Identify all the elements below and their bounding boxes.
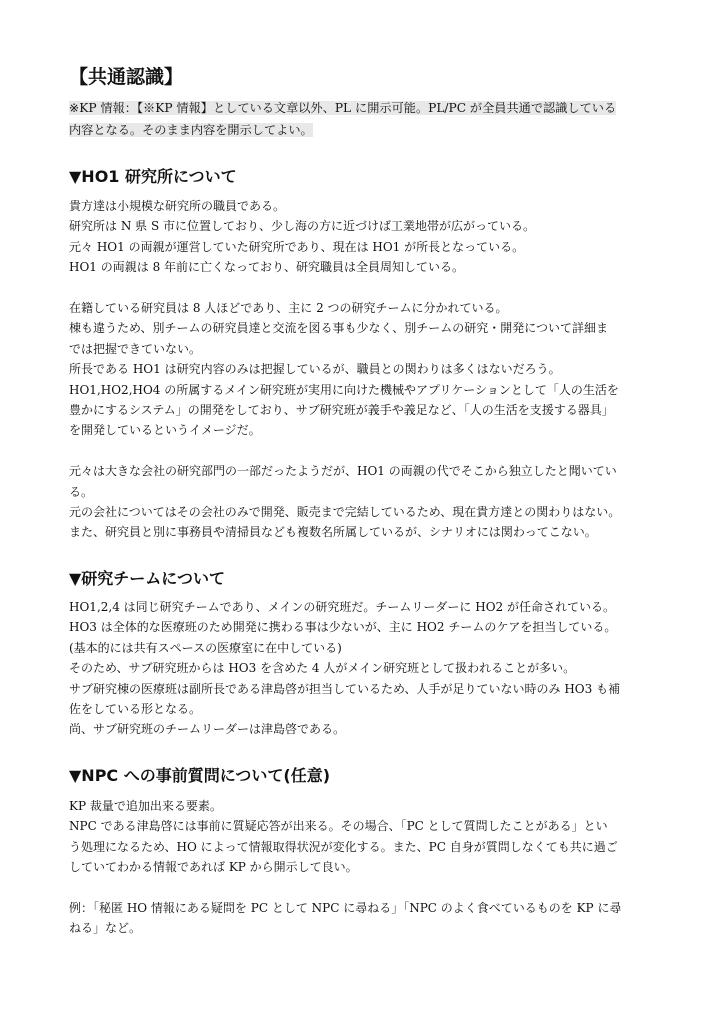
section-body [69,196,659,543]
paragraph: 元々は大きな会社の研究部門の一部だったようだが、HO1 の両親の代でそこから独立したと聞いてい る。 元の会社についてはその会社のみで開発、販売まで完結しているため、現在貴方達との関わりはない。 また、研究員と別に事務員や清掃員なども複数名所属しているが、シナリオには関わってこない。 [69,464,621,540]
note-line-1: ※KP 情報：【※KP 情報】としている文章以外、PL に開示可能。PL/PC が全員共通で認識している [69,101,617,115]
note-line-2: 内容となる。そのまま内容を開示してよい。 [69,123,313,137]
paragraph: 在籍している研究員は 8 人ほどであり、主に 2 つの研究チームに分かれている。 棟も違うため、別チームの研究員達と交流を図る事も少なく、別チームの研究・開発について詳細ま では把握できていない。 所長である HO1 は研究内容のみは把握しているが、職員との関わりは多くはないだろう。 HO1,HO2,HO4 の所属するメイン研究班が実用に向けた機械やアプリケーションとして「人の生活を 豊かにするシステム」の開発をしており、サブ研究班が義手や義足など、「人の生活を支援する器具」 を開発しているというイメージだ。 [69,301,619,438]
page-title: 【共通認識】 [69,66,184,88]
paragraph: KP 裁量で追加出来る要素。 NPC である津島啓には事前に質疑応答が出来る。その場合、「PC として質問したことがある」とい う処理になるため、HO によって情報取得状況が変化する。また、PC 自身が質問しなくても共に過ご していてわかる情報であれば KP から開示して良い。 [69,799,618,875]
section-body [69,597,659,740]
paragraph: 例：「秘匿 HO 情報にある疑問を PC として NPC に尋ねる」「NPC のよく食べているものを KP に尋 ねる」など。 [69,901,622,936]
paragraph: 貴方達は小規模な研究所の職員である。 研究所は N 県 S 市に位置しており、少し海の方に近づけば工業地帯が広がっている。 元々 HO1 の両親が運営していた研究所であり、現在は HO1 が所長となっている。 HO1 の両親は 8 年前に亡くなっており、研究職員は全員周知している。 [69,199,535,275]
section-heading: ▼研究チームについて [69,569,225,588]
section-npc-questions [69,765,659,939]
section-research-team [69,568,659,740]
section-heading: ▼NPC への事前質問について(任意) [69,766,331,785]
kp-info-note [69,97,659,141]
section-body [69,796,659,939]
section-heading: ▼HO1 研究所について [69,167,237,186]
section-ho1-lab [69,166,659,543]
paragraph: HO1,2,4 は同じ研究チームであり、メインの研究班だ。チームリーダーに HO2 が任命されている。 HO3 は全体的な医療班のため開発に携わる事は少ないが、主に HO2 チームのケアを担当している。 (基本的には共有スペースの医療室に在中している) そのため、サブ研究班からは HO3 を含めた 4 人がメイン研究班として扱われることが多い。 サブ研究棟の医療班は副所長である津島啓が担当しているため、人手が足りていない時のみ HO3 も補 佐をしている形となる。 尚、サブ研究班のチームリーダーは津島啓である。 [69,600,621,737]
